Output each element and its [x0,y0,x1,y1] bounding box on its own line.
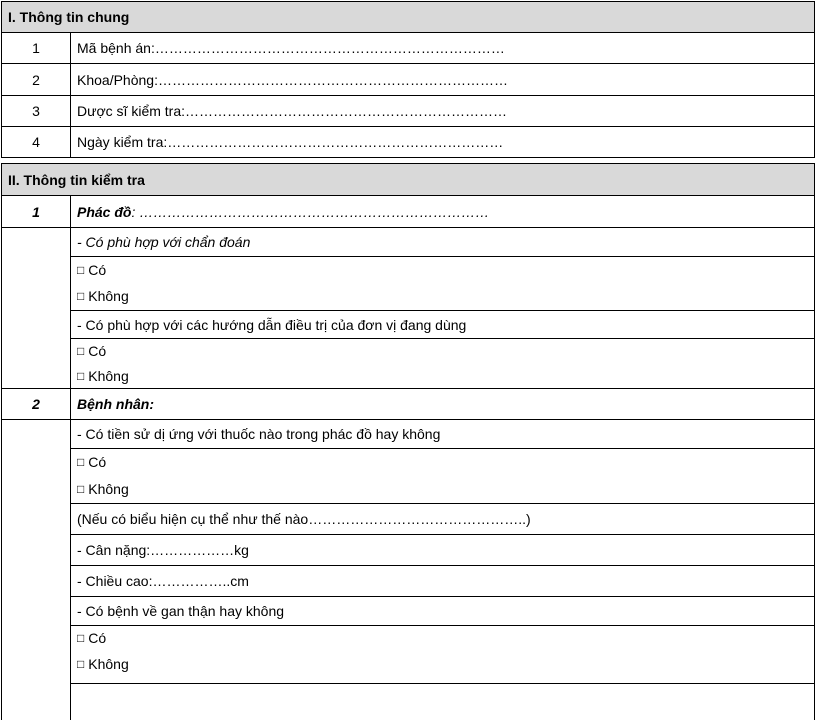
checkbox-icon[interactable]: □ [77,344,85,358]
checkbox-icon[interactable]: □ [77,262,85,277]
checkbox-icon[interactable]: □ [77,289,85,303]
item-number: 1 [2,196,71,227]
option-label: Không [88,656,129,672]
allergy-question: - Có tiền sử dị ứng với thuốc nào trong phác đồ hay không [77,426,441,442]
checkbox-icon[interactable]: □ [77,657,85,671]
row-number: 4 [2,127,71,157]
allergy-no-option[interactable] [77,474,810,503]
general-row-1 [1,33,815,64]
allergy-yes-option[interactable] [77,449,810,474]
row-number: 2 [2,64,71,95]
liver-kidney-question: - Có bệnh về gan thận hay không [77,603,285,619]
section-title: II. Thông tin kiểm tra [8,171,145,188]
diagnosis-yes-option[interactable] [77,257,810,282]
general-row-4 [1,127,815,158]
row-number: 1 [2,33,71,63]
item-patient-body [1,420,815,720]
option-label: Không [88,288,129,304]
patient-title: Bệnh nhân: [77,396,154,412]
item-regimen-body [1,228,815,389]
general-row-2 [1,64,815,96]
regimen-field[interactable] [77,196,810,227]
guideline-question: - Có phù hợp với các hướng dẫn điều trị của đơn vị đang dùng [77,316,467,333]
pharmacist-check-form [1,1,815,701]
item-patient-header [1,389,815,420]
item-regimen-header [1,196,815,228]
section-general-info-header [1,1,815,33]
guideline-no-option[interactable] [77,363,810,388]
checkbox-icon[interactable]: □ [77,631,85,645]
checkbox-icon[interactable]: □ [77,454,85,469]
option-label: Có [88,453,107,470]
option-label: Có [88,261,107,278]
weight-field[interactable]: - Cân nặng:………………kg [77,542,249,558]
allergy-detail-field[interactable]: (Nếu có biểu hiện cụ thể như thế nào………………………………………..) [77,511,531,527]
general-row-3 [1,96,815,127]
liver-kidney-no-option[interactable] [77,650,810,678]
department-field[interactable]: Khoa/Phòng:………………………………………………………………… [77,71,508,88]
liver-kidney-yes-option[interactable] [77,626,810,650]
option-label: Có [88,630,107,646]
divider [70,683,814,684]
section-check-info-header [1,163,815,196]
diagnosis-no-option[interactable] [77,282,810,310]
option-label: Không [88,367,129,384]
checkbox-icon[interactable]: □ [77,481,85,496]
option-label: Không [88,480,129,497]
medical-record-field[interactable]: Mã bệnh án:………………………………………………………………… [77,40,505,56]
guideline-yes-option[interactable] [77,339,810,363]
option-label: Có [88,343,107,359]
section-title: I. Thông tin chung [8,9,130,25]
regimen-title: Phác đồ [77,203,132,220]
item-number: 2 [2,389,71,419]
diagnosis-question: - Có phù hợp với chẩn đoán [77,234,251,250]
checkbox-icon[interactable]: □ [77,368,85,383]
pharmacist-field[interactable]: Dược sĩ kiểm tra:…………………………………………………………… [77,103,508,119]
regimen-title-suffix: : ………………………………………………………………… [131,203,490,220]
height-field[interactable]: - Chiều cao:……………..cm [77,573,249,589]
check-date-field[interactable]: Ngày kiểm tra:……………………………………………………………… [77,134,504,150]
row-number: 3 [2,96,71,126]
